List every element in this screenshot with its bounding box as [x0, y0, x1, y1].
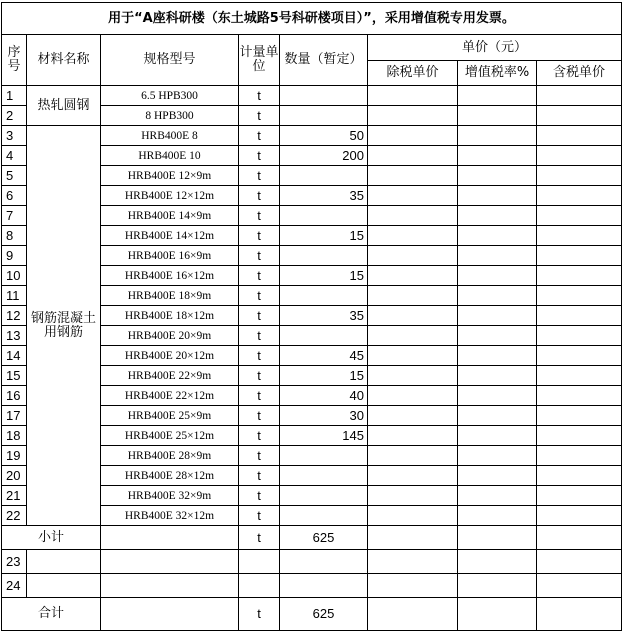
grid-line-v: [279, 85, 280, 526]
row-qty: 45: [349, 347, 364, 363]
row-spec: HRB400E 14×12m: [124, 229, 215, 242]
row-spec: HRB400E 14×9m: [127, 209, 212, 222]
row-seq: 23: [6, 553, 21, 569]
grid-line-h: [1, 525, 622, 526]
row-qty: [280, 286, 367, 305]
grid-line-h: [1, 245, 27, 246]
row-spec: HRB400E 20×9m: [127, 329, 212, 342]
grid-line-v: [367, 597, 368, 631]
grid-line-h: [100, 465, 622, 466]
grid-line-v: [621, 2, 622, 631]
grid-line-v: [279, 549, 280, 598]
row-qty: 15: [349, 267, 364, 283]
grid-line-h: [1, 265, 27, 266]
row-seq: 4: [6, 147, 14, 163]
grid-line-v: [238, 85, 239, 526]
row-qty: 15: [349, 227, 364, 243]
grid-line-h: [1, 405, 27, 406]
row-spec: HRB400E 25×9m: [127, 409, 212, 422]
grid-line-v: [367, 525, 368, 550]
row-unit: t: [257, 487, 261, 503]
row-seq: 20: [6, 467, 21, 483]
row-spec: HRB400E 10: [138, 149, 201, 162]
row-unit: t: [257, 447, 261, 463]
grid-line-h: [100, 405, 622, 406]
row-qty: 145: [342, 427, 364, 443]
row-spec: 6.5 HPB300: [141, 89, 198, 102]
row-qty: [280, 446, 367, 465]
grid-line-h: [100, 105, 622, 106]
row-unit: t: [257, 467, 261, 483]
grid-line-v: [367, 85, 368, 526]
grid-line-v: [367, 549, 368, 598]
row-spec: HRB400E 25×12m: [124, 429, 215, 442]
row-seq: 19: [6, 447, 21, 463]
row-seq: 10: [6, 267, 21, 283]
grid-line-h: [1, 185, 27, 186]
row-qty: 35: [349, 187, 364, 203]
header-price: 单价（元）: [461, 39, 527, 55]
row-qty: 50: [349, 127, 364, 143]
row-seq: 13: [6, 327, 21, 343]
row-seq: 1: [6, 87, 14, 103]
grid-line-v: [100, 525, 101, 550]
row-spec: 8 HPB300: [145, 109, 194, 122]
row-qty: [280, 246, 367, 265]
total-unit: t: [257, 606, 261, 621]
grid-line-v: [238, 597, 239, 631]
row-seq: 3: [6, 127, 14, 143]
material-hot-rolled: 热轧圆钢: [37, 97, 90, 113]
row-seq: 21: [6, 487, 21, 503]
grid-line-h: [100, 305, 622, 306]
row-spec: HRB400E 16×12m: [124, 269, 215, 282]
grid-line-v: [367, 34, 368, 86]
row-seq: 22: [6, 507, 21, 523]
header-price-inc-tax: 含税单价: [552, 65, 605, 80]
grid-line-v: [100, 549, 101, 598]
grid-line-h: [100, 485, 622, 486]
row-unit: t: [257, 287, 261, 303]
total-qty: 625: [312, 606, 335, 621]
row-unit: t: [257, 207, 261, 223]
grid-line-h: [100, 185, 622, 186]
grid-line-h: [1, 505, 27, 506]
grid-line-v: [536, 60, 537, 86]
row-seq: 14: [6, 347, 21, 363]
row-qty: 30: [349, 407, 364, 423]
row-spec: HRB400E 16×9m: [127, 249, 212, 262]
row-seq: 11: [6, 287, 20, 303]
grid-line-v: [238, 549, 239, 598]
grid-line-v: [26, 85, 27, 526]
row-seq: 9: [6, 247, 14, 263]
grid-line-h: [1, 385, 27, 386]
grid-line-h: [100, 285, 622, 286]
grid-line-h: [1, 205, 27, 206]
sheet-title: 用于“A座科研楼（东土城路5号科研楼项目）”，采用增值税专用发票。: [108, 10, 515, 26]
row-spec: HRB400E 12×9m: [127, 169, 212, 182]
grid-line-v: [279, 525, 280, 550]
row-qty: [280, 326, 367, 345]
header-seq: 序号: [7, 45, 21, 74]
row-seq: 6: [6, 187, 14, 203]
row-unit: t: [257, 127, 261, 143]
row-unit: t: [257, 347, 261, 363]
grid-line-v: [457, 597, 458, 631]
row-qty: [280, 206, 367, 225]
grid-line-h: [100, 165, 622, 166]
grid-line-h: [1, 34, 622, 35]
grid-line-h: [100, 385, 622, 386]
subtotal-label: 小计: [37, 529, 64, 545]
grid-line-v: [457, 525, 458, 550]
grid-line-v: [536, 525, 537, 550]
row-seq: 15: [6, 367, 21, 383]
row-qty: [280, 86, 367, 105]
row-unit: t: [257, 187, 261, 203]
row-spec: HRB400E 32×12m: [124, 509, 215, 522]
row-spec: HRB400E 18×9m: [127, 289, 212, 302]
subtotal-qty: 625: [312, 529, 335, 545]
row-seq: 17: [6, 407, 21, 423]
row-qty: [280, 486, 367, 505]
grid-line-v: [100, 34, 101, 86]
grid-line-h: [100, 345, 622, 346]
total-label: 合计: [37, 606, 64, 621]
row-qty: [280, 506, 367, 525]
grid-line-v: [457, 85, 458, 526]
row-spec: HRB400E 20×12m: [124, 349, 215, 362]
row-unit: t: [257, 387, 261, 403]
material-rebar: 钢筋混凝土用钢筋: [30, 310, 96, 340]
grid-line-h: [100, 265, 622, 266]
row-spec: HRB400E 28×9m: [127, 449, 212, 462]
grid-line-h: [1, 485, 27, 486]
row-unit: t: [257, 267, 261, 283]
subtotal-unit: t: [257, 529, 261, 545]
grid-line-h: [1, 105, 27, 106]
grid-line-h: [1, 445, 27, 446]
grid-line-h: [100, 505, 622, 506]
grid-line-h: [100, 445, 622, 446]
row-seq: 2: [6, 107, 14, 123]
row-spec: HRB400E 32×9m: [127, 489, 212, 502]
row-spec: HRB400E 8: [141, 129, 198, 142]
grid-line-h: [1, 325, 27, 326]
row-unit: t: [257, 227, 261, 243]
row-unit: t: [257, 327, 261, 343]
grid-line-h: [100, 225, 622, 226]
row-spec: HRB400E 22×9m: [127, 369, 212, 382]
grid-line-v: [100, 85, 101, 526]
row-qty: 40: [349, 387, 364, 403]
row-spec: HRB400E 18×12m: [124, 309, 215, 322]
row-unit: t: [257, 367, 261, 383]
row-spec: HRB400E 12×12m: [124, 189, 215, 202]
grid-line-h: [367, 60, 622, 61]
grid-line-h: [1, 2, 622, 3]
grid-line-h: [100, 325, 622, 326]
grid-line-v: [1, 2, 2, 631]
grid-line-v: [26, 549, 27, 598]
header-material: 材料名称: [37, 52, 90, 67]
row-seq: 16: [6, 387, 21, 403]
row-unit: t: [257, 307, 261, 323]
row-seq: 24: [6, 577, 21, 593]
grid-line-v: [279, 34, 280, 86]
grid-line-v: [100, 597, 101, 631]
row-seq: 8: [6, 227, 14, 243]
grid-line-h: [1, 225, 27, 226]
row-seq: 7: [6, 207, 14, 223]
header-spec: 规格型号: [143, 52, 196, 67]
grid-line-h: [1, 549, 622, 550]
grid-line-v: [536, 597, 537, 631]
row-qty: 35: [349, 307, 364, 323]
grid-line-h: [1, 125, 622, 126]
row-unit: t: [257, 507, 261, 523]
grid-line-v: [457, 549, 458, 598]
grid-line-v: [279, 597, 280, 631]
grid-line-h: [1, 145, 27, 146]
grid-line-v: [238, 34, 239, 86]
header-qty: 数量（暂定）: [284, 52, 363, 67]
grid-line-h: [1, 465, 27, 466]
row-unit: t: [257, 247, 261, 263]
row-spec: HRB400E 28×12m: [124, 469, 215, 482]
grid-line-h: [100, 145, 622, 146]
row-qty: [280, 166, 367, 185]
row-unit: t: [257, 87, 261, 103]
row-unit: t: [257, 407, 261, 423]
row-unit: t: [257, 427, 261, 443]
grid-line-h: [1, 573, 622, 574]
grid-line-h: [1, 305, 27, 306]
row-seq: 5: [6, 167, 14, 183]
grid-line-v: [457, 60, 458, 86]
row-seq: 12: [6, 307, 21, 323]
row-qty: [280, 466, 367, 485]
grid-line-h: [100, 425, 622, 426]
grid-line-h: [100, 245, 622, 246]
row-spec: HRB400E 22×12m: [124, 389, 215, 402]
grid-line-h: [1, 425, 27, 426]
grid-line-h: [1, 345, 27, 346]
header-price-ex-tax: 除税单价: [386, 65, 439, 80]
row-seq: 18: [6, 427, 21, 443]
grid-line-v: [536, 85, 537, 526]
row-qty: 200: [342, 147, 364, 163]
grid-line-h: [1, 285, 27, 286]
grid-line-v: [536, 549, 537, 598]
row-unit: t: [257, 147, 261, 163]
grid-line-h: [1, 365, 27, 366]
grid-line-v: [26, 34, 27, 86]
row-qty: [280, 106, 367, 125]
grid-line-h: [100, 205, 622, 206]
grid-line-h: [1, 597, 622, 598]
header-vat-rate: 增值税率%: [464, 65, 530, 80]
header-unit: 计量单位: [239, 45, 279, 74]
row-unit: t: [257, 107, 261, 123]
grid-line-h: [100, 365, 622, 366]
grid-line-h: [1, 165, 27, 166]
row-unit: t: [257, 167, 261, 183]
grid-line-v: [238, 525, 239, 550]
row-qty: 15: [349, 367, 364, 383]
grid-line-h: [1, 85, 622, 86]
